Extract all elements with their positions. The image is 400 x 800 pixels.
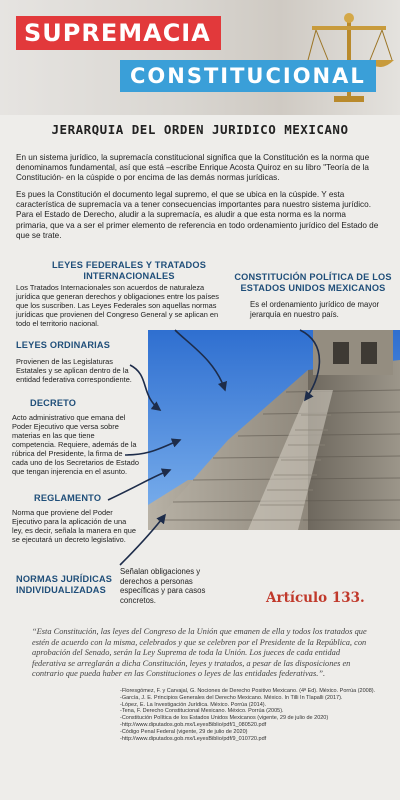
main-title-line1: SUPREMACIA xyxy=(16,16,221,50)
intro-paragraph-1: En un sistema jurídico, la supremacía constitucional significa que la Constitución es la norma que denominamos fundamental, así que está –escribe Enrique Acosta Quiroz en su libro "Teoría de la Constitución- en la cúspide o por encima de las demás normas jurídicas. xyxy=(16,153,370,183)
section-title-leyes-ordinarias: LEYES ORDINARIAS xyxy=(16,340,111,350)
reference-item: -López, E. La Investigación Jurídica. México. Porrúa (2014). xyxy=(120,701,267,708)
section-title-decreto: DECRETO xyxy=(30,398,77,408)
section-title-constitucion: CONSTITUCIÓN POLÍTICA DE LOS ESTADOS UNIDOS MEXICANOS xyxy=(234,272,392,293)
main-title-line2: CONSTITUCIONAL xyxy=(120,60,376,92)
section-text-decreto: Acto administrativo que emana del Poder Ejecutivo que versa sobre materias en las que tiene competencia. Requiere, además de la rúbrica del Presidente, la firma de cada uno de los Secretarios de Estado que tengan injerencia en el asunto. xyxy=(12,413,139,476)
section-text-constitucion: Es el ordenamiento jurídico de mayor jerarquía en nuestro país. xyxy=(250,300,380,319)
reference-item: -Código Penal Federal (vigente, 29 de julio de 2020) xyxy=(120,728,248,735)
reference-item: -Tena, F. Derecho Constitucional Mexicano. México. Porrúa (2005). xyxy=(120,708,284,715)
section-text-leyes-federales: Los Tratados Internacionales son acuerdos de naturaleza jurídica que generan derechos y obligaciones entre los países que los suscriben. Las Leyes Federales son aquellas normas jurídicas que provienen del Congreso General y se aplican en todo el territorio nacional. xyxy=(16,283,219,328)
article-133-quote: “Esta Constitución, las leyes del Congreso de la Unión que emanen de ella y todos los tratados que estén de acuerdo con la misma, celebrados y que se celebren por el Presidente de la República, con aprobación del Senado, serán la Ley Suprema de toda la Unión. Los jueces de cada entidad federativa se arreglarán a dicha Constitución, leyes y tratados, a pesar de las disposiciones en contrario que pueda haber en las Constituciones o leyes de las entidades federativas.”. xyxy=(32,627,367,679)
reference-item: -Constitución Política de los Estados Unidos Mexicanos (vigente, 29 de julio de 2020) xyxy=(120,715,329,722)
section-title-reglamento: REGLAMENTO xyxy=(34,493,102,503)
reference-item: -http://www.diputados.gob.mx/LeyesBiblio/pdf/9_010720.pdf xyxy=(120,735,267,742)
reference-item: -García, J. E. Principios Generales del Derecho Mexicano. México. In Tilli In Tlapalli (2017). xyxy=(120,694,343,701)
reference-item: -http://www.diputados.gob.mx/LeyesBiblio/pdf/1_080520.pdf xyxy=(120,721,267,728)
section-text-leyes-ordinarias: Provienen de las Legislaturas Estatales y se aplican dentro de la entidad federativa correspondiente. xyxy=(16,357,132,384)
reference-item: -Floresgómez, F. y Carvajal, G. Nociones de Derecho Positivo Mexicano. (4ª Ed). México. Porrúa (2008). xyxy=(120,688,376,694)
references-list xyxy=(120,688,392,742)
scales-of-justice-icon xyxy=(304,8,394,108)
pyramid-image xyxy=(148,330,400,530)
section-title-leyes-federales: LEYES FEDERALES Y TRATADOS INTERNACIONALES xyxy=(51,260,207,281)
section-text-reglamento: Norma que proviene del Poder Ejecutivo para la aplicación de una ley, es decir, señala la manera en que se ejecutará un decreto legislativo. xyxy=(12,508,136,544)
section-title-normas: NORMAS JURÍDICAS INDIVIDUALIZADAS xyxy=(16,574,113,595)
section-text-normas: Señalan obligaciones y derechos a personas específicas y para casos concretos. xyxy=(120,567,206,605)
subtitle: JERARQUIA DEL ORDEN JURIDICO MEXICANO xyxy=(51,122,349,137)
intro-paragraph-2: Es pues la Constitución el documento legal supremo, el que se ubica en la cúspide. Y esta característica de supremacía va a tener consecuencias importantes para nuestro sistema jurídico. Para el Estado de Derecho, aludir a la supremacía, es aludir a que esta norma es la norma primaria, que va a ser el primer elemento de referencia en todo ordenamiento jurídico del Estado de que se trate. xyxy=(16,190,379,240)
header-banner xyxy=(0,0,400,115)
article-133-label: Artículo 133. xyxy=(266,590,365,606)
